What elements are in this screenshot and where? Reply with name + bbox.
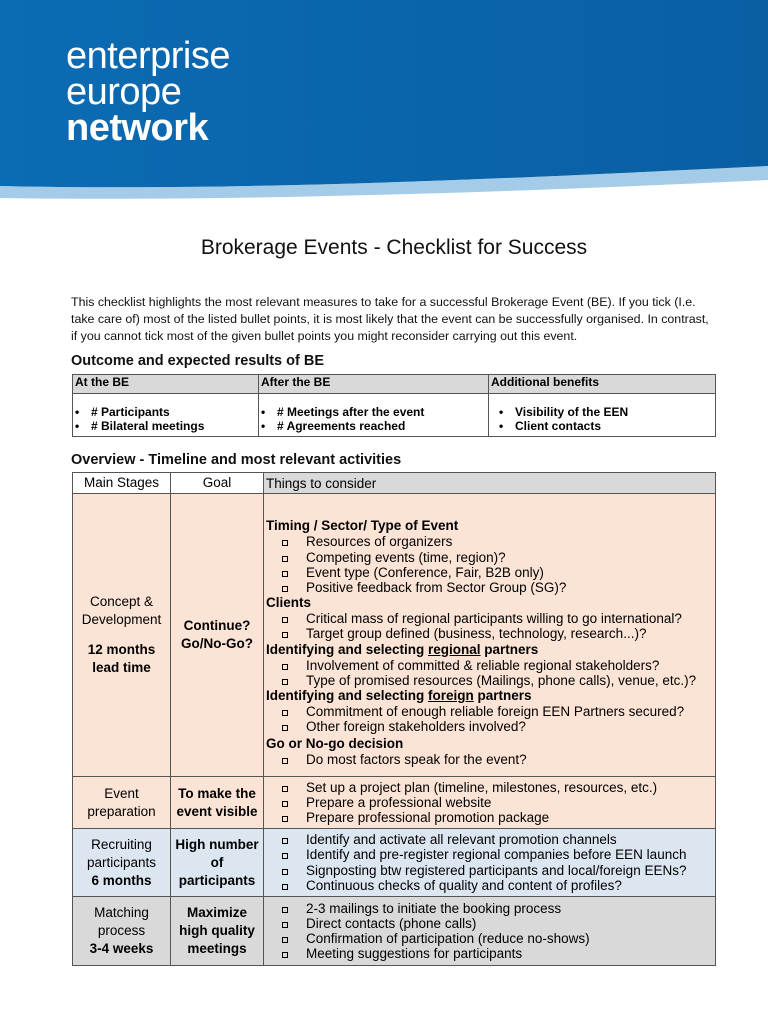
- stage-cell: Event preparation: [73, 777, 171, 829]
- group-heading-text: partners: [473, 688, 532, 703]
- group-heading: Go or No-go decision: [266, 736, 404, 752]
- list-item: Set up a project plan (timeline, milestones, resources, etc.): [266, 780, 715, 795]
- list-item: Event type (Conference, Fair, B2B only): [266, 565, 715, 580]
- goal-cell: High number of participants: [171, 829, 264, 897]
- intro-paragraph: This checklist highlights the most relevant measures to take for a successful Brokerage Event (BE). If you tick (I.e. take care of) most of the listed bullet points, it is most likely that the event can be successfully organised. In contrast, if you cannot tick most of the given bullet points you might reconsider carrying out this event.: [71, 295, 709, 343]
- goal-cell: Maximize high quality meetings: [171, 897, 264, 966]
- list-item: • # Participants: [75, 405, 256, 419]
- header-banner: [0, 0, 768, 205]
- list-item: • # Bilateral meetings: [75, 419, 256, 433]
- group-heading-text: partners: [480, 641, 539, 657]
- col-things-to-consider: Things to consider: [264, 473, 716, 494]
- col-main-stages: Main Stages: [73, 473, 171, 494]
- col-additional-benefits: Additional benefits: [489, 375, 716, 394]
- list-item: Involvement of committed & reliable regional stakeholders?: [266, 658, 715, 673]
- outcome-header-row: [73, 375, 716, 394]
- list-item: • # Meetings after the event: [261, 405, 486, 419]
- list-item: • Visibility of the EEN: [499, 405, 713, 419]
- considerations-cell: [264, 494, 716, 777]
- een-logo: [66, 35, 230, 149]
- list-item: Identify and activate all relevant promotion channels: [266, 832, 715, 847]
- list-item: Confirmation of participation (reduce no-shows): [266, 931, 715, 946]
- list-item: Positive feedback from Sector Group (SG)?: [266, 580, 715, 595]
- list-item: Commitment of enough reliable foreign EEN Partners secured?: [266, 704, 715, 719]
- outcome-cell-at: [73, 394, 259, 437]
- list-item: Competing events (time, region)?: [266, 550, 715, 565]
- group-heading-underlined: foreign: [428, 688, 474, 703]
- outcome-cell-after: [259, 394, 489, 437]
- logo-line-3: network: [66, 107, 209, 149]
- outcome-table: [72, 374, 716, 437]
- outcome-row: [73, 394, 716, 437]
- group-heading: Clients: [266, 595, 312, 611]
- col-at-be: At the BE: [73, 375, 259, 394]
- list-item: • Client contacts: [499, 419, 713, 433]
- stage-time: 3-4 weeks: [89, 941, 154, 956]
- list-item: Continuous checks of quality and content of profiles?: [266, 878, 715, 893]
- list-item: Critical mass of regional participants willing to go international?: [266, 611, 715, 626]
- goal-cell: To make the event visible: [171, 777, 264, 829]
- overview-heading: Overview - Timeline and most relevant activities: [71, 452, 402, 468]
- considerations-cell: [264, 777, 716, 829]
- stage-cell: [73, 897, 171, 966]
- group-heading: [266, 642, 715, 658]
- goal-cell: Continue? Go/No-Go?: [171, 494, 264, 777]
- outcome-cell-benefits: [489, 394, 716, 437]
- list-item: Prepare a professional website: [266, 795, 715, 810]
- list-item: Meeting suggestions for participants: [266, 946, 715, 961]
- list-item: Prepare professional promotion package: [266, 810, 715, 825]
- list-item: Signposting btw registered participants and local/foreign EENs?: [266, 863, 715, 878]
- considerations-cell: [264, 897, 716, 966]
- list-item: Do most factors speak for the event?: [266, 752, 715, 767]
- page-title: Brokerage Events - Checklist for Success: [200, 236, 588, 259]
- row-concept: [73, 494, 716, 777]
- outcome-heading: Outcome and expected results of BE: [71, 353, 325, 369]
- considerations-cell: [264, 829, 716, 897]
- col-goal: Goal: [171, 473, 264, 494]
- stage-label: Recruiting participants: [86, 836, 157, 870]
- logo-line-2: europe: [66, 71, 182, 113]
- group-heading: [266, 688, 715, 704]
- group-heading-text: Identifying and selecting: [266, 641, 429, 657]
- stage-cell: [73, 494, 171, 777]
- stage-time: 6 months: [91, 872, 152, 888]
- list-item: 2-3 mailings to initiate the booking process: [266, 901, 715, 916]
- stage-cell: [73, 829, 171, 897]
- stage-time: 12 months lead time: [87, 642, 156, 675]
- row-event-preparation: [73, 777, 716, 829]
- list-item: Target group defined (business, technology, research...)?: [266, 626, 715, 641]
- group-heading-text: Identifying and selecting: [266, 688, 429, 703]
- group-heading: Timing / Sector/ Type of Event: [266, 518, 459, 534]
- list-item: Identify and pre-register regional companies before EEN launch: [266, 847, 715, 862]
- row-matching: [73, 897, 716, 966]
- list-item: Direct contacts (phone calls): [266, 916, 715, 931]
- stage-label: Concept & Development: [81, 594, 162, 627]
- stage-label: Matching process: [94, 905, 149, 938]
- list-item: Resources of organizers: [266, 534, 715, 549]
- list-item: Other foreign stakeholders involved?: [266, 719, 715, 734]
- col-after-be: After the BE: [259, 375, 489, 394]
- group-heading-underlined: regional: [428, 641, 481, 657]
- row-recruiting: [73, 829, 716, 897]
- overview-header-row: [73, 473, 716, 494]
- list-item: • # Agreements reached: [261, 419, 486, 433]
- overview-table: [72, 472, 716, 966]
- logo-line-1: enterprise: [66, 35, 230, 77]
- list-item: Type of promised resources (Mailings, phone calls), venue, etc.)?: [266, 673, 715, 688]
